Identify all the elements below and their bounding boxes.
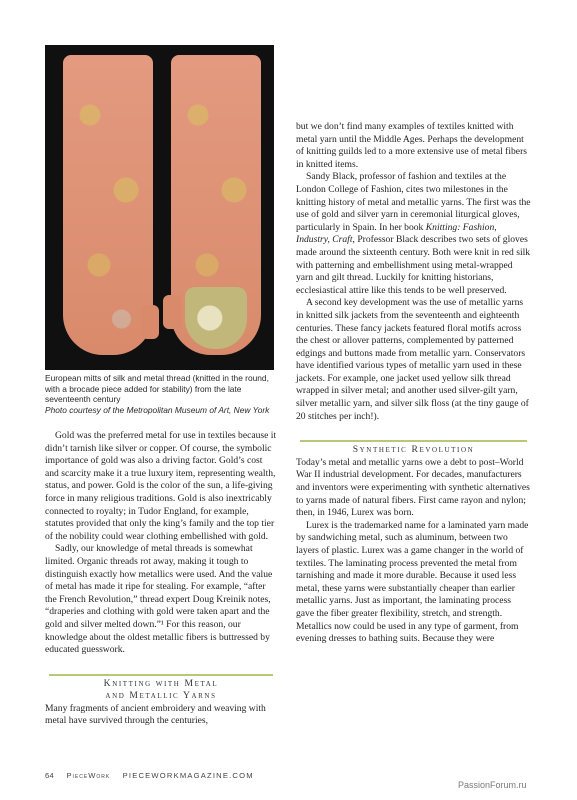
section-heading-knitting — [45, 674, 277, 703]
website-link[interactable]: PIECEWORKMAGAZINE.COM — [122, 771, 254, 780]
paragraph: Lurex is the trademarked name for a laminated yarn made by sandwiching metal, such as aluminum, between two layers of plastic. Lurex was a game changer in the world of textiles. The laminating process prevented the metal from tarnishing and made it more durable. Because it used less metal, these yarns were substantially cheaper than earlier metallic yarns. Just as important, the laminating process gave the fiber greater flexibility, stretch, and strength. Metallics now could be used in any type of garment, from evening dresses to bathing suits. Because they were — [296, 519, 529, 645]
paragraph: Many fragments of ancient embroidery and weaving with metal have survived through the centuries, — [45, 702, 266, 727]
figure-caption — [45, 373, 277, 415]
left-mitt-thumb — [141, 305, 159, 339]
paragraph — [296, 171, 531, 297]
page-footer — [45, 771, 345, 780]
photo-credit: Photo courtesy of the Metropolitan Museum of Art, New York — [45, 404, 270, 415]
page-number: 64 — [45, 771, 55, 780]
book-title: Knitting: Fashion, Industry, Craft — [296, 221, 497, 246]
paragraph: Today’s metal and metallic yarns owe a debt to post–World War II industrial development. For decades, manufacturers and inventors were experimenting with synthetic alternatives to yarns made of natural fibers. First came rayon and nylon; then, in 1946, Lurex was born. — [296, 456, 530, 519]
left-column — [45, 430, 277, 728]
paragraph-text: , Professor Black describes two sets of gloves made around the sixteenth century. Both were knit in red silk with patterning and embellishment using metal-wrapped yarn and gilt thread. Luckily for knitting historians, ecclesiastical attire like this tends to be well preserved. — [296, 234, 531, 296]
caption-text: European mitts of silk and metal thread (knitted in the round, with a brocade piece added for stability) from the late seventeenth century — [45, 373, 269, 405]
magazine-name: PieceWork — [66, 771, 111, 780]
paragraph: Sadly, our knowledge of metal threads is somewhat limited. Organic threads rot away, making it tough to distinguish exactly how metallics were used. And the value of metal has made it ripe for stealing. For example, “after the French Revolution,” thread expert Doug Kreinik notes, “draperies and clothing with gold were taken apart and the gold and silver melted down.”¹ For this reason, our knowledge about the oldest metallic fibers is buttressed by educated guesswork. — [45, 543, 273, 656]
section-heading-synthetic — [296, 440, 531, 457]
paragraph: A second key development was the use of metallic yarns in knitted silk jackets from the seventeenth and eighteenth centuries. These fancy jackets featured floral motifs across the chest or allover patterns, complemented by patterned edgings and buttons made from metallic yarn. Conservators have identified various types of metallic yarn used in these jackets. For example, one jacket used yellow silk thread wrapped in silver metal; and another used silver-gilt yarn, silver metallic yarn, and silver silk floss (at the tiny gauge of 20 stitches per inch!). — [296, 297, 529, 422]
watermark: PassionForum.ru — [458, 780, 527, 790]
section-rule — [300, 440, 527, 442]
paragraph: Gold was the preferred metal for use in textiles because it didn’t tarnish like silver or copper. Of course, the symbolic importance of gold was also a driving factor. Gold’s cost and scarcity make it a true luxury item, representing wealth, status, and power. Gold is the color of the sun, a life-giving force in many religious traditions. Gold is also inextricably connected to royalty; in Tudor England, for example, statutes provided that only the king’s family and the top tier of the nobility could wear clothing embellished with gold. — [45, 430, 277, 542]
paragraph-text: Sandy Black, professor of fashion and textiles at the London College of Fashion, cites two milestones in the knitting history of metal and metallic yarns. The first was the use of gold and silver yarn in ceremonial liturgical gloves, particularly in Spain. In her book — [296, 171, 531, 233]
section-heading-line: Knitting with Metal — [103, 677, 219, 689]
paragraph: but we don’t find many examples of textiles knitted with metal yarn until the Middle Ages. Perhaps the development of knitting guilds led to a more extensive use of metal fibers in knitted items. — [296, 121, 527, 170]
left-mitt — [63, 55, 153, 355]
section-heading-line: Synthetic Revolution — [352, 444, 475, 456]
right-mitt-thumb — [163, 295, 181, 329]
section-heading-line: and Metallic Yarns — [105, 690, 217, 702]
brocade-piece — [185, 287, 247, 349]
right-column — [296, 121, 531, 646]
mitts-photo — [45, 45, 274, 370]
right-mitt — [171, 55, 261, 355]
section-rule — [49, 674, 273, 676]
